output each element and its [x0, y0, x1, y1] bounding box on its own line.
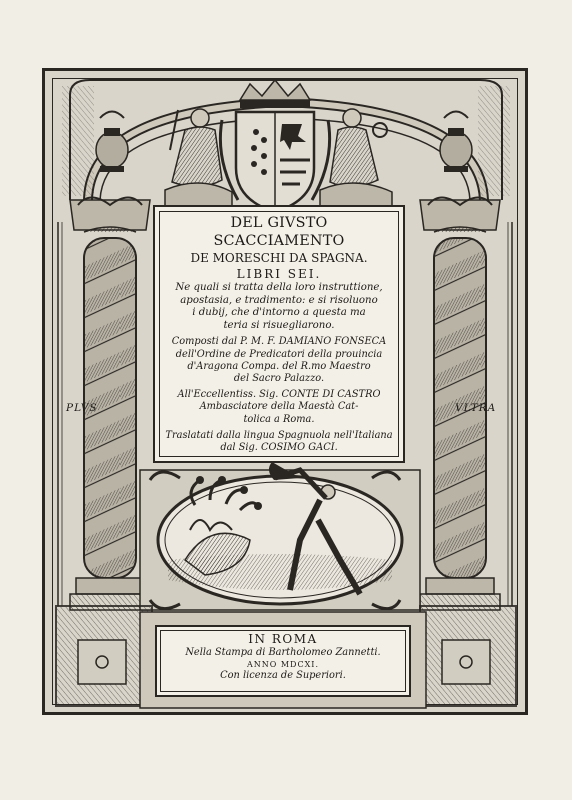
author-line: del Sacro Palazzo.	[233, 372, 325, 384]
imprint-block	[155, 632, 411, 682]
author-line: dell'Ordine de Predicatori della prouincia	[175, 348, 383, 360]
title-line-3: LIBRI SEI.	[236, 267, 322, 281]
author-line: d'Aragona Compa. del R.mo Maestro	[187, 360, 371, 372]
imprint-city: IN ROMA	[248, 632, 318, 646]
translation-line: dal Sig. COSIMO GACI.	[220, 442, 338, 453]
imprint-license: Con licenza de Superiori.	[220, 670, 346, 681]
dedication-line: All'Eccellentiss. Sig. CONTE DI CASTRO	[177, 389, 381, 401]
allegorical-figure-right	[320, 109, 392, 208]
motto-right: VLTRA	[455, 402, 497, 414]
title-block	[163, 214, 395, 454]
description-line: teria si risuegliarono.	[223, 319, 335, 331]
author-line: Composti dal P. M. F. DAMIANO FONSECA	[171, 336, 387, 348]
dedication-line: tolica a Roma.	[243, 413, 315, 425]
title-line-1: DEL GIVSTO SCACCIAMENTO	[213, 215, 345, 249]
dedication-line: Ambasciatore della Maestà Cat-	[199, 401, 359, 413]
description-line: apostasia, e tradimento: e si risoluono	[180, 294, 378, 306]
imprint-printer: Nella Stampa di Bartholomeo Zannetti.	[185, 647, 381, 658]
description-line: Ne quali si tratta della loro instruttione,	[175, 282, 383, 293]
title-line-2: DE MORESCHI DA SPAGNA.	[190, 251, 368, 265]
description-line: i dubij, che d'intorno a questa ma	[192, 307, 366, 319]
vase-right	[440, 112, 472, 173]
imprint-year: ANNO MDCXI.	[246, 660, 319, 669]
vase-left	[96, 112, 128, 173]
motto-left: PLVS	[66, 402, 98, 414]
hercules-hydra-scene	[140, 462, 420, 610]
translation-line: Traslatati dalla lingua Spagnuola nell'Italiana	[165, 429, 393, 441]
